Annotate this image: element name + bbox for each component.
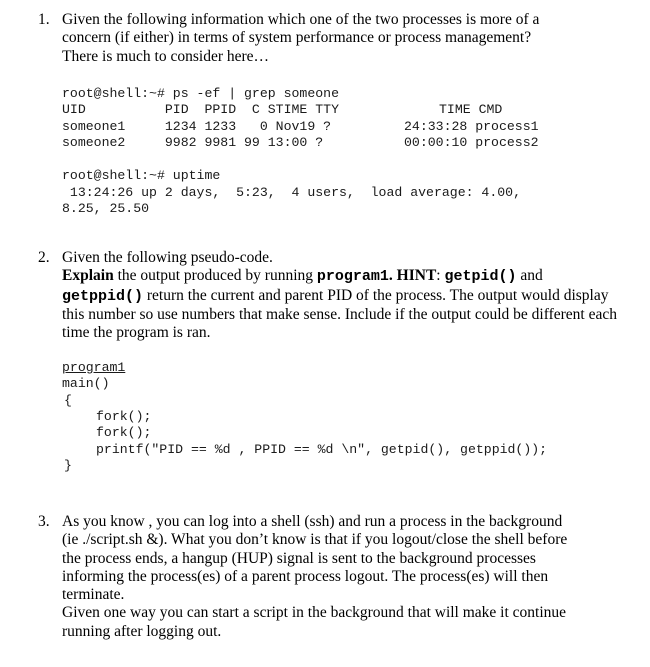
code-main: main() bbox=[62, 376, 110, 391]
code-close-brace: } bbox=[64, 458, 72, 473]
question-2-dot: . bbox=[388, 267, 397, 285]
question-3-number: 3. bbox=[38, 513, 50, 530]
question-1-text bbox=[62, 11, 539, 66]
uptime-output-line-1: 13:24:26 up 2 days, 5:23, 4 users, load average: 4.00, bbox=[62, 185, 521, 200]
uptime-output-line-2: 8.25, 25.50 bbox=[62, 201, 150, 216]
question-3-line: As you know , you can log into a shell (ssh) and run a process in the background bbox=[62, 513, 563, 530]
question-3-line: Given one way you can start a script in the background that will make it continue bbox=[62, 604, 567, 622]
program1-keyword: program1 bbox=[316, 268, 389, 286]
code-printf: printf("PID == %d , PPID == %d \n", getpid(), getppid()); bbox=[96, 442, 548, 457]
question-2-line-4: this number so use numbers that make sense. Include if the output could be different each bbox=[62, 305, 617, 323]
question-3-line: the process ends, a hangup (HUP) signal is sent to the background processes bbox=[62, 549, 536, 567]
ps-row-2-right: 00:00:10 process2 bbox=[404, 135, 539, 150]
question-2-line-1: Given the following pseudo-code. bbox=[62, 249, 273, 266]
code-program-title: program1 bbox=[62, 360, 126, 375]
question-3-line: running after logging out. bbox=[62, 622, 222, 640]
getpid-keyword: getpid() bbox=[444, 268, 517, 286]
ps-row-2-left: someone2 9982 9981 99 13:00 ? bbox=[62, 135, 324, 150]
explain-keyword: Explain bbox=[62, 267, 114, 285]
question-3-line: informing the process(es) of a parent process logout. The process(es) will then bbox=[62, 567, 549, 585]
ps-header-right: TIME CMD bbox=[439, 102, 503, 117]
question-1-line: concern (if either) in terms of system performance or process management? bbox=[62, 29, 532, 47]
question-2-text bbox=[62, 249, 647, 342]
ps-command: root@shell:~# ps -ef | grep someone bbox=[62, 86, 339, 101]
question-1-number: 1. bbox=[38, 11, 50, 28]
code-fork-1: fork(); bbox=[96, 409, 152, 424]
question-3-line: terminate. bbox=[62, 586, 125, 604]
getppid-keyword: getppid() bbox=[62, 287, 144, 305]
question-3-line: (ie ./script.sh &). What you don’t know is that if you logout/close the shell before bbox=[62, 531, 568, 549]
question-2-number: 2. bbox=[38, 249, 50, 266]
question-1-line: Given the following information which one of the two processes is more of a bbox=[62, 11, 540, 28]
ps-header-left: UID PID PPID C STIME TTY bbox=[62, 102, 339, 117]
question-2-text-segment: the output produced by running bbox=[113, 267, 317, 285]
question-2-line-3 bbox=[62, 287, 647, 306]
question-2-text-segment: return the current and parent PID of the process. The output would display bbox=[143, 286, 609, 304]
question-2-colon: : bbox=[436, 267, 445, 285]
question-3-text bbox=[62, 513, 647, 641]
question-2-and: and bbox=[516, 267, 543, 285]
ps-row-1-left: someone1 1234 1233 0 Nov19 ? bbox=[62, 119, 332, 134]
hint-label: HINT bbox=[396, 267, 437, 285]
question-1-line: There is much to consider here… bbox=[62, 47, 270, 65]
ps-row-1-right: 24:33:28 process1 bbox=[404, 119, 539, 134]
code-fork-2: fork(); bbox=[96, 425, 152, 440]
uptime-command: root@shell:~# uptime bbox=[62, 168, 221, 183]
question-2-line-5: time the program is ran. bbox=[62, 324, 211, 342]
question-2-line-2 bbox=[62, 267, 647, 286]
code-open-brace: { bbox=[64, 393, 72, 408]
